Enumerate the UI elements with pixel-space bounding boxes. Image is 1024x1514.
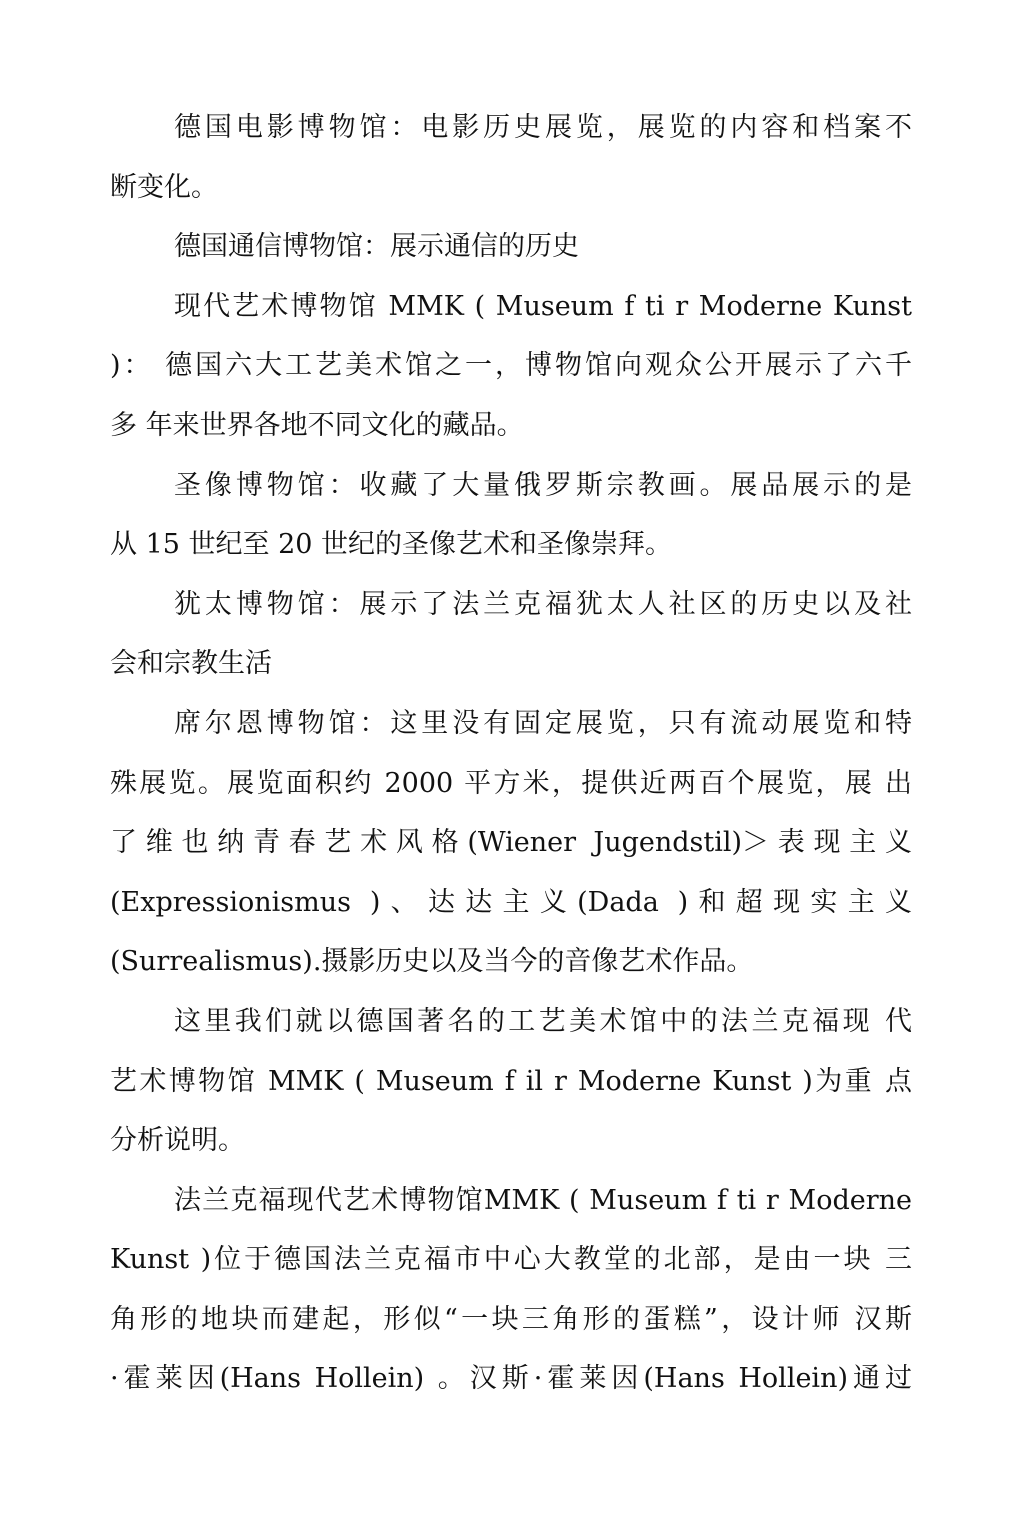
text-line: 殊展览。展览面积约 2000 平方米，提供近两百个展览，展 出 (110, 767, 912, 799)
paragraph-mmk-location (110, 1171, 912, 1409)
paragraph-film-museum (110, 98, 912, 217)
paragraph-jewish-museum (110, 575, 912, 694)
text-line: 现代艺术博物馆 MMK ( Museum f ti r Moderne Kunst (174, 290, 912, 322)
text-line: 犹太博物馆：展示了法兰克福犹太人社区的历史以及社 (174, 588, 912, 620)
document-page (110, 98, 912, 1409)
paragraph-communication-museum (110, 217, 912, 277)
text-line: 断变化。 (110, 171, 218, 203)
paragraph-schirn-museum (110, 694, 912, 992)
text-line: (Surrealismus).摄影历史以及当今的音像艺术作品。 (110, 946, 754, 978)
text-line: 角形的地块而建起，形似“一块三角形的蛋糕”，设计师 汉斯 (110, 1303, 912, 1335)
text-line: )： 德国六大工艺美术馆之一，博物馆向观众公开展示了六千 (110, 350, 912, 382)
text-line: 法兰克福现代艺术博物馆MMK ( Museum f ti r Moderne (174, 1184, 912, 1216)
text-line: (Expressionismus )、达达主义(Dada )和超现实主义 (110, 886, 912, 918)
paragraph-mmk-intro (110, 277, 912, 456)
text-line: 从 15 世纪至 20 世纪的圣像艺术和圣像崇拜。 (110, 529, 673, 561)
paragraph-analysis-focus (110, 992, 912, 1171)
text-line: 这里我们就以德国著名的工艺美术馆中的法兰克福现 代 (174, 1005, 912, 1037)
text-line: 德国通信博物馆：展示通信的历史 (174, 231, 579, 263)
text-line: 席尔恩博物馆：这里没有固定展览，只有流动展览和特 (174, 707, 912, 739)
text-line: 多 年来世界各地不同文化的藏品。 (110, 409, 524, 441)
text-line: 分析说明。 (110, 1125, 245, 1157)
text-line: 圣像博物馆：收藏了大量俄罗斯宗教画。展品展示的是 (174, 469, 912, 501)
text-line: 艺术博物馆 MMK ( Museum f il r Moderne Kunst )为重 点 (110, 1065, 912, 1097)
text-line: 会和宗教生活 (110, 648, 272, 680)
text-line: 了维也纳青春艺术风格(Wiener Jugendstil)＞表现主义 (110, 827, 912, 859)
text-line: ·霍莱因(Hans Hollein) 。汉斯·霍莱因(Hans Hollein)通过 (110, 1363, 912, 1395)
text-line: Kunst )位于德国法兰克福市中心大教堂的北部，是由一块 三 (110, 1244, 912, 1276)
text-line: 德国电影博物馆：电影历史展览，展览的内容和档案不 (174, 112, 912, 143)
paragraph-icon-museum (110, 456, 912, 575)
